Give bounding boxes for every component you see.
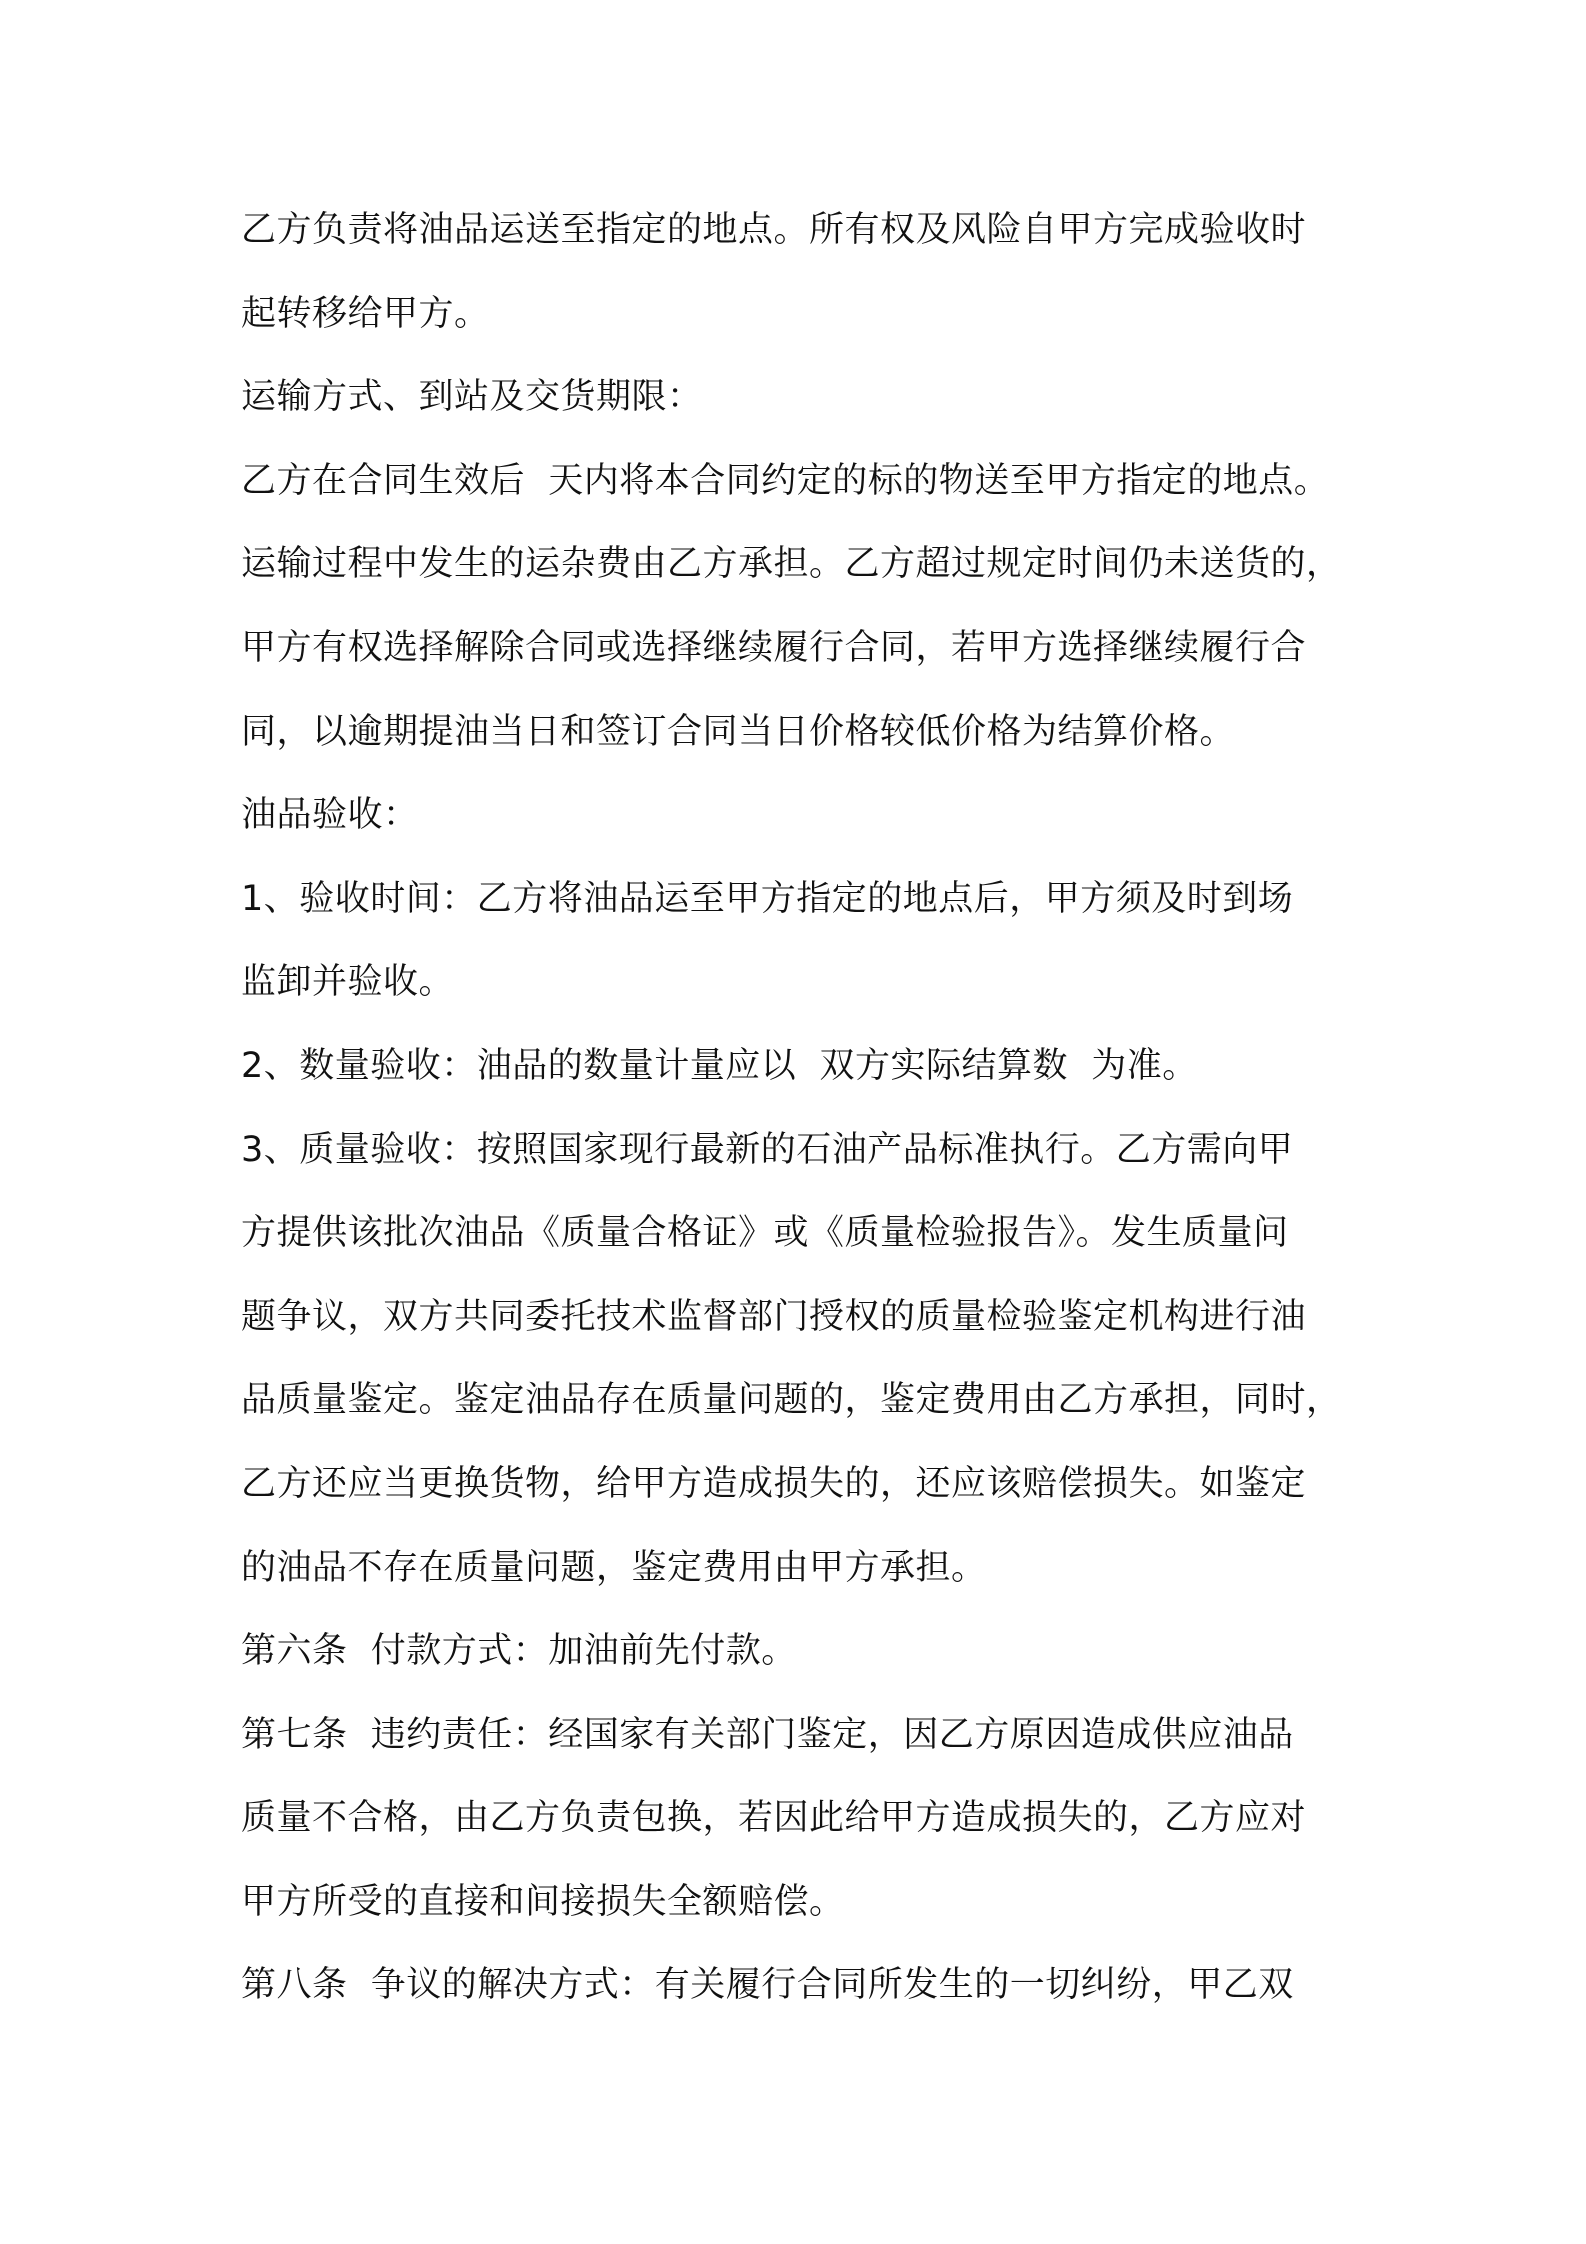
text-line: 乙方在合同生效后 天内将本合同约定的标的物送至甲方指定的地点。 (241, 460, 1330, 501)
text-line: 同，以逾期提油当日和签订合同当日价格较低价格为结算价格。 (241, 711, 1236, 752)
section-heading-transport: 运输方式、到站及交货期限： (241, 377, 703, 418)
text-line: 乙方负责将油品运送至指定的地点。所有权及风险自甲方完成验收时 (241, 210, 1307, 250)
text-line: 品质量鉴定。鉴定油品存在质量问题的，鉴定费用由乙方承担，同时， (241, 1380, 1342, 1421)
section-heading-acceptance: 油品验收： (241, 795, 419, 836)
text-line: 2、数量验收：油品的数量计量应以 双方实际结算数 为准。 (241, 1045, 1198, 1086)
text-line: 起转移给甲方。 (241, 293, 490, 334)
article-six: 第六条 付款方式：加油前先付款。 (241, 1631, 797, 1672)
text-line: 题争议，双方共同委托技术监督部门授权的质量检验鉴定机构进行油 (241, 1296, 1307, 1337)
text-line: 质量不合格，由乙方负责包换，若因此给甲方造成损失的，乙方应对 (241, 1798, 1307, 1839)
contract-text-body (241, 198, 1361, 2037)
text-line: 运输过程中发生的运杂费由乙方承担。乙方超过规定时间仍未送货的， (241, 544, 1342, 585)
text-line: 监卸并验收。 (241, 962, 455, 1003)
text-line: 3、质量验收：按照国家现行最新的石油产品标准执行。乙方需向甲 (241, 1129, 1294, 1170)
text-line: 1、验收时间：乙方将油品运至甲方指定的地点后，甲方须及时到场 (241, 878, 1294, 919)
text-line: 乙方还应当更换货物，给甲方造成损失的，还应该赔偿损失。如鉴定 (241, 1463, 1307, 1504)
text-line: 甲方有权选择解除合同或选择继续履行合同，若甲方选择继续履行合 (241, 627, 1307, 668)
article-seven: 第七条 违约责任：经国家有关部门鉴定，因乙方原因造成供应油品 (241, 1714, 1294, 1755)
text-line: 方提供该批次油品《质量合格证》或《质量检验报告》。发生质量问 (241, 1213, 1289, 1254)
article-eight: 第八条 争议的解决方式：有关履行合同所发生的一切纠纷，甲乙双 (241, 1965, 1294, 2006)
text-line: 的油品不存在质量问题，鉴定费用由甲方承担。 (241, 1547, 987, 1588)
text-line: 甲方所受的直接和间接损失全额赔偿。 (241, 1881, 845, 1922)
